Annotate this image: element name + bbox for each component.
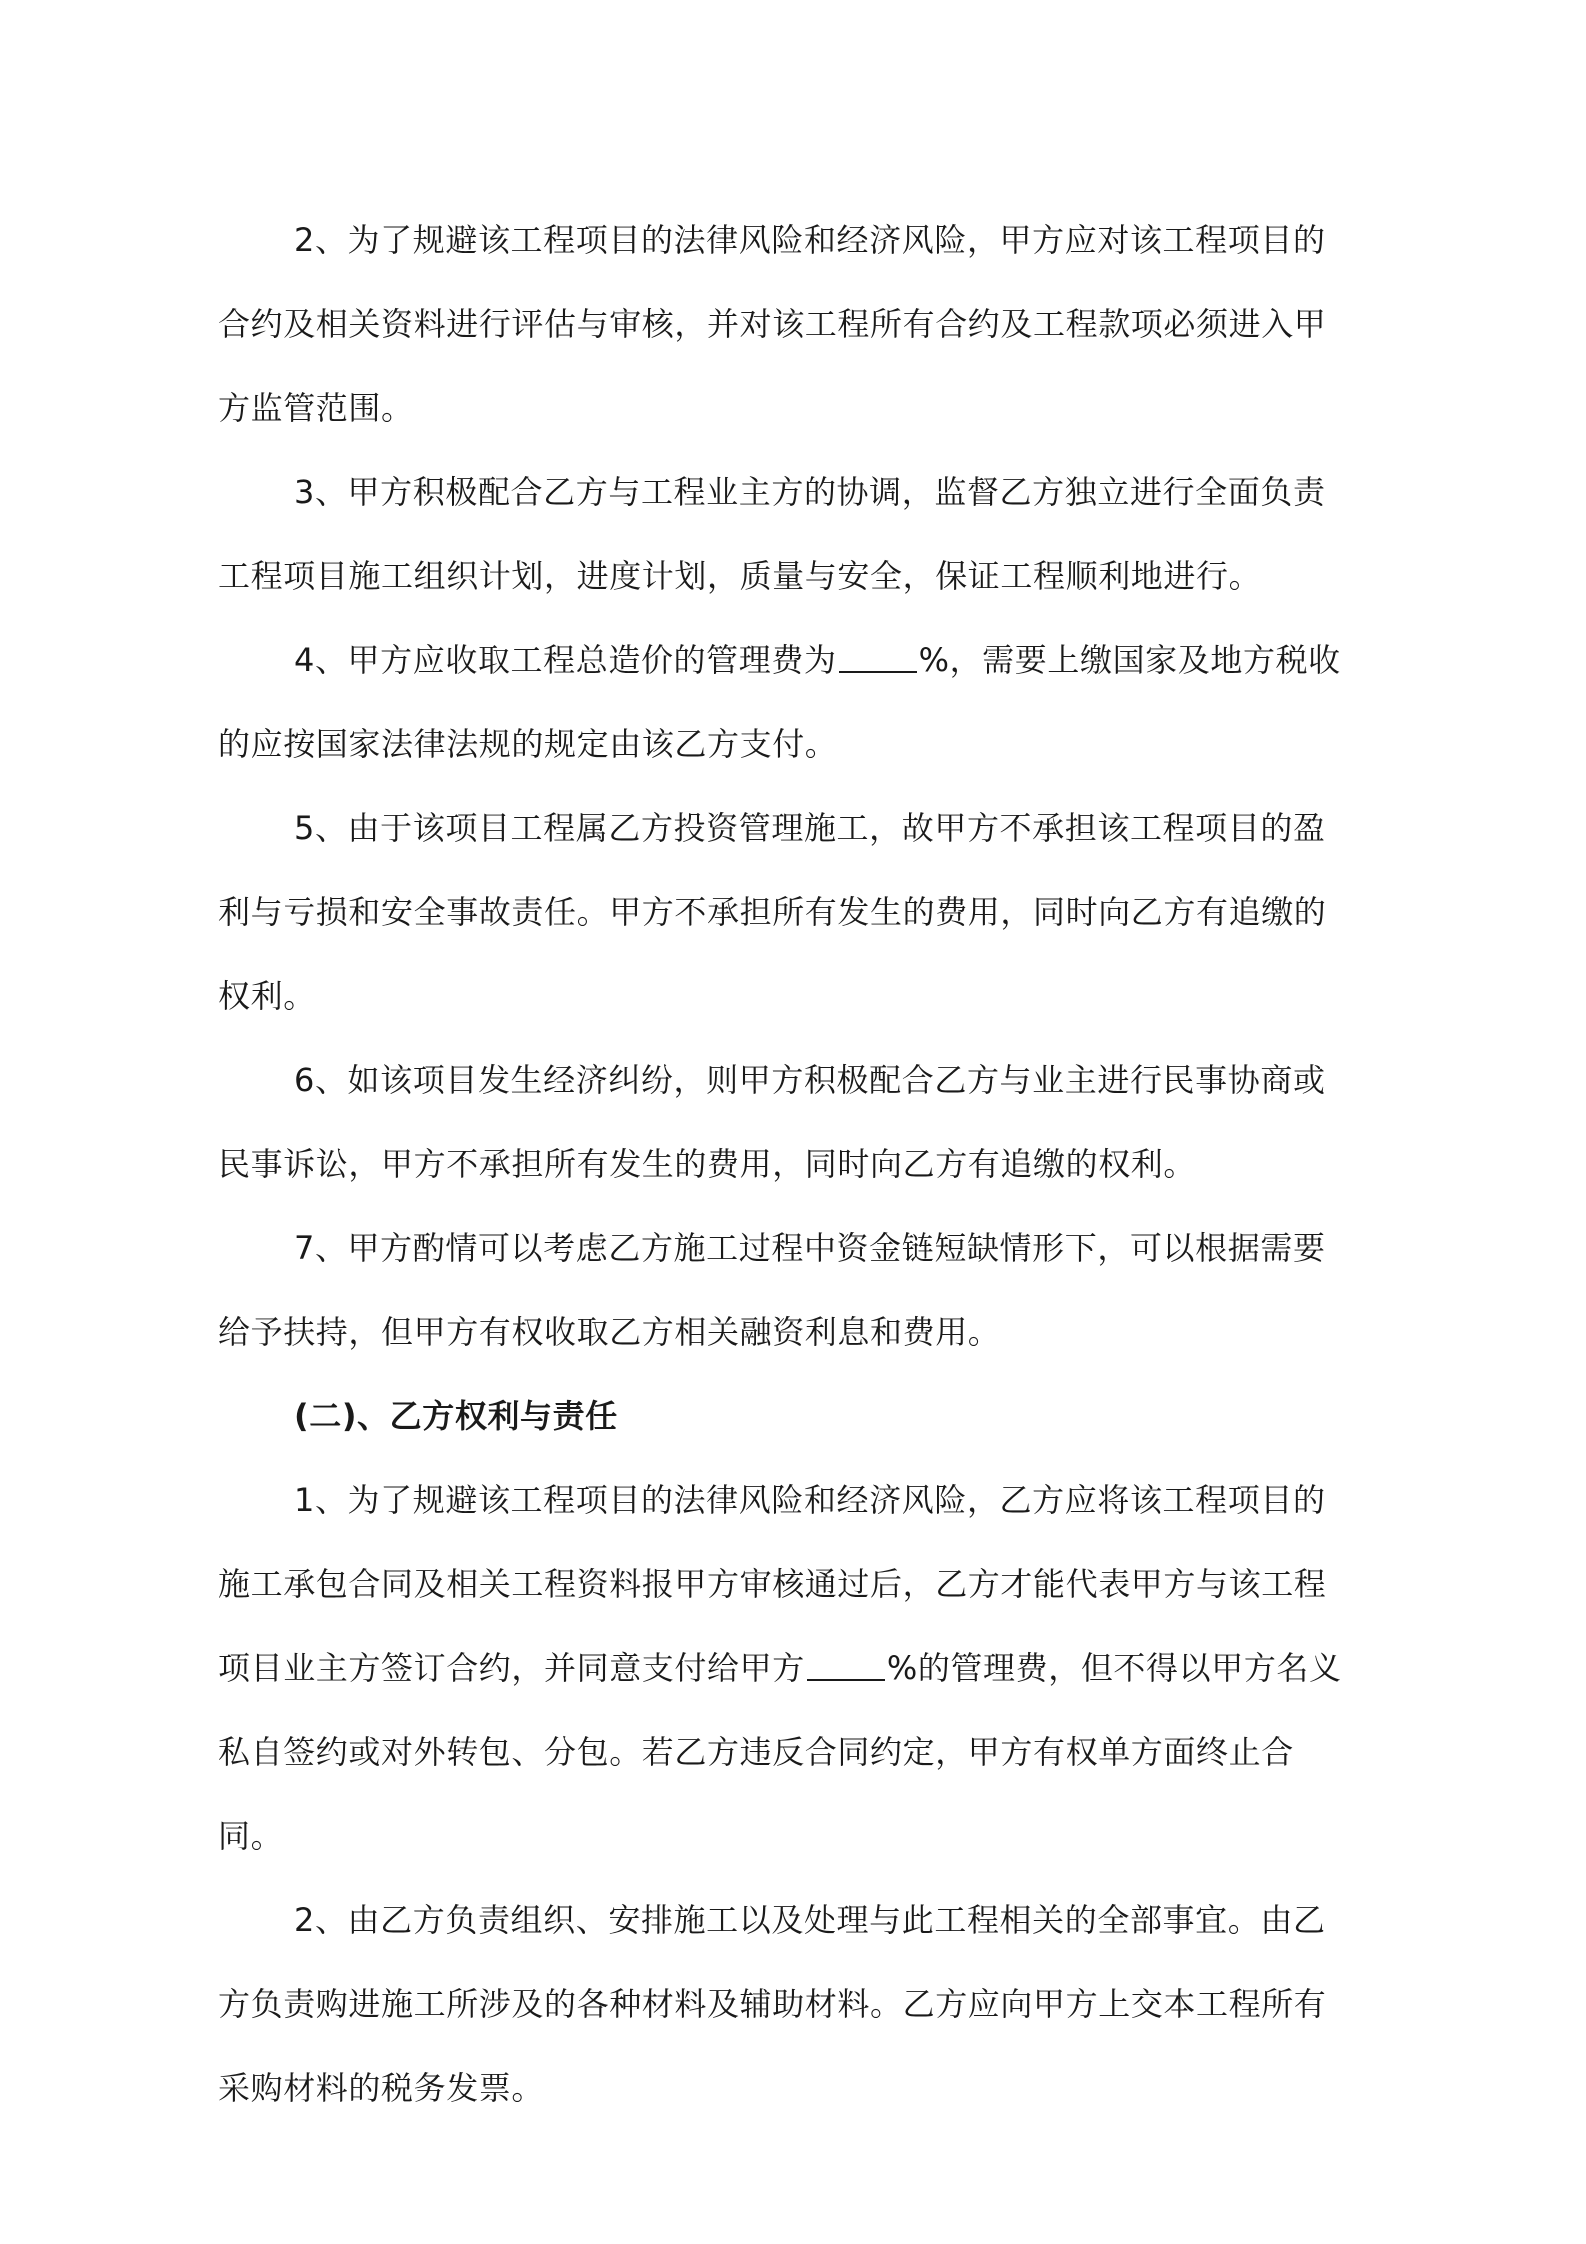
document-page — [218, 198, 1354, 2130]
clause-b-2: 2、由乙方负责组织、安排施工以及处理与此工程相关的全部事宜。由乙方负责购进施工所涉及的各种材料及辅助材料。乙方应向甲方上交本工程所有采购材料的税务发票。 — [218, 1901, 1327, 2107]
clause-b-1 — [218, 1458, 1354, 1878]
fee-percent-blank — [839, 641, 917, 673]
clause-a-6: 6、如该项目发生经济纠纷，则甲方积极配合乙方与业主进行民事协商或民事诉讼，甲方不承担所有发生的费用，同时向乙方有追缴的权利。 — [218, 1061, 1326, 1183]
clause-a-7: 7、甲方酌情可以考虑乙方施工过程中资金链短缺情形下，可以根据需要给予扶持，但甲方有权收取乙方相关融资利息和费用。 — [218, 1229, 1326, 1351]
clause-b-1-after: %的管理费，但不得以甲方名义私自签约或对外转包、分包。若乙方违反合同约定，甲方有权单方面终止合同。 — [218, 1649, 1342, 1855]
clause-a-4-after: %，需要上缴国家及地方税收的应按国家法律法规的规定由该乙方支付。 — [218, 641, 1341, 763]
clause-b-1-before: 1、为了规避该工程项目的法律风险和经济风险，乙方应将该工程项目的施工承包合同及相关工程资料报甲方审核通过后，乙方才能代表甲方与该工程项目业主方签订合约，并同意支付给甲方 — [218, 1481, 1327, 1687]
clause-a-5: 5、由于该项目工程属乙方投资管理施工，故甲方不承担该工程项目的盈利与亏损和安全事故责任。甲方不承担所有发生的费用，同时向乙方有追缴的权利。 — [218, 809, 1327, 1015]
clause-a-4-before: 4、甲方应收取工程总造价的管理费为 — [294, 641, 837, 679]
clause-a-4 — [218, 618, 1354, 786]
management-fee-blank — [807, 1649, 885, 1681]
section-heading-party-b: (二)、乙方权利与责任 — [294, 1397, 618, 1435]
clause-a-2: 2、为了规避该工程项目的法律风险和经济风险，甲方应对该工程项目的合约及相关资料进行评估与审核，并对该工程所有合约及工程款项必须进入甲方监管范围。 — [218, 221, 1327, 427]
clause-a-3: 3、甲方积极配合乙方与工程业主方的协调，监督乙方独立进行全面负责工程项目施工组织计划，进度计划，质量与安全，保证工程顺利地进行。 — [218, 473, 1326, 595]
